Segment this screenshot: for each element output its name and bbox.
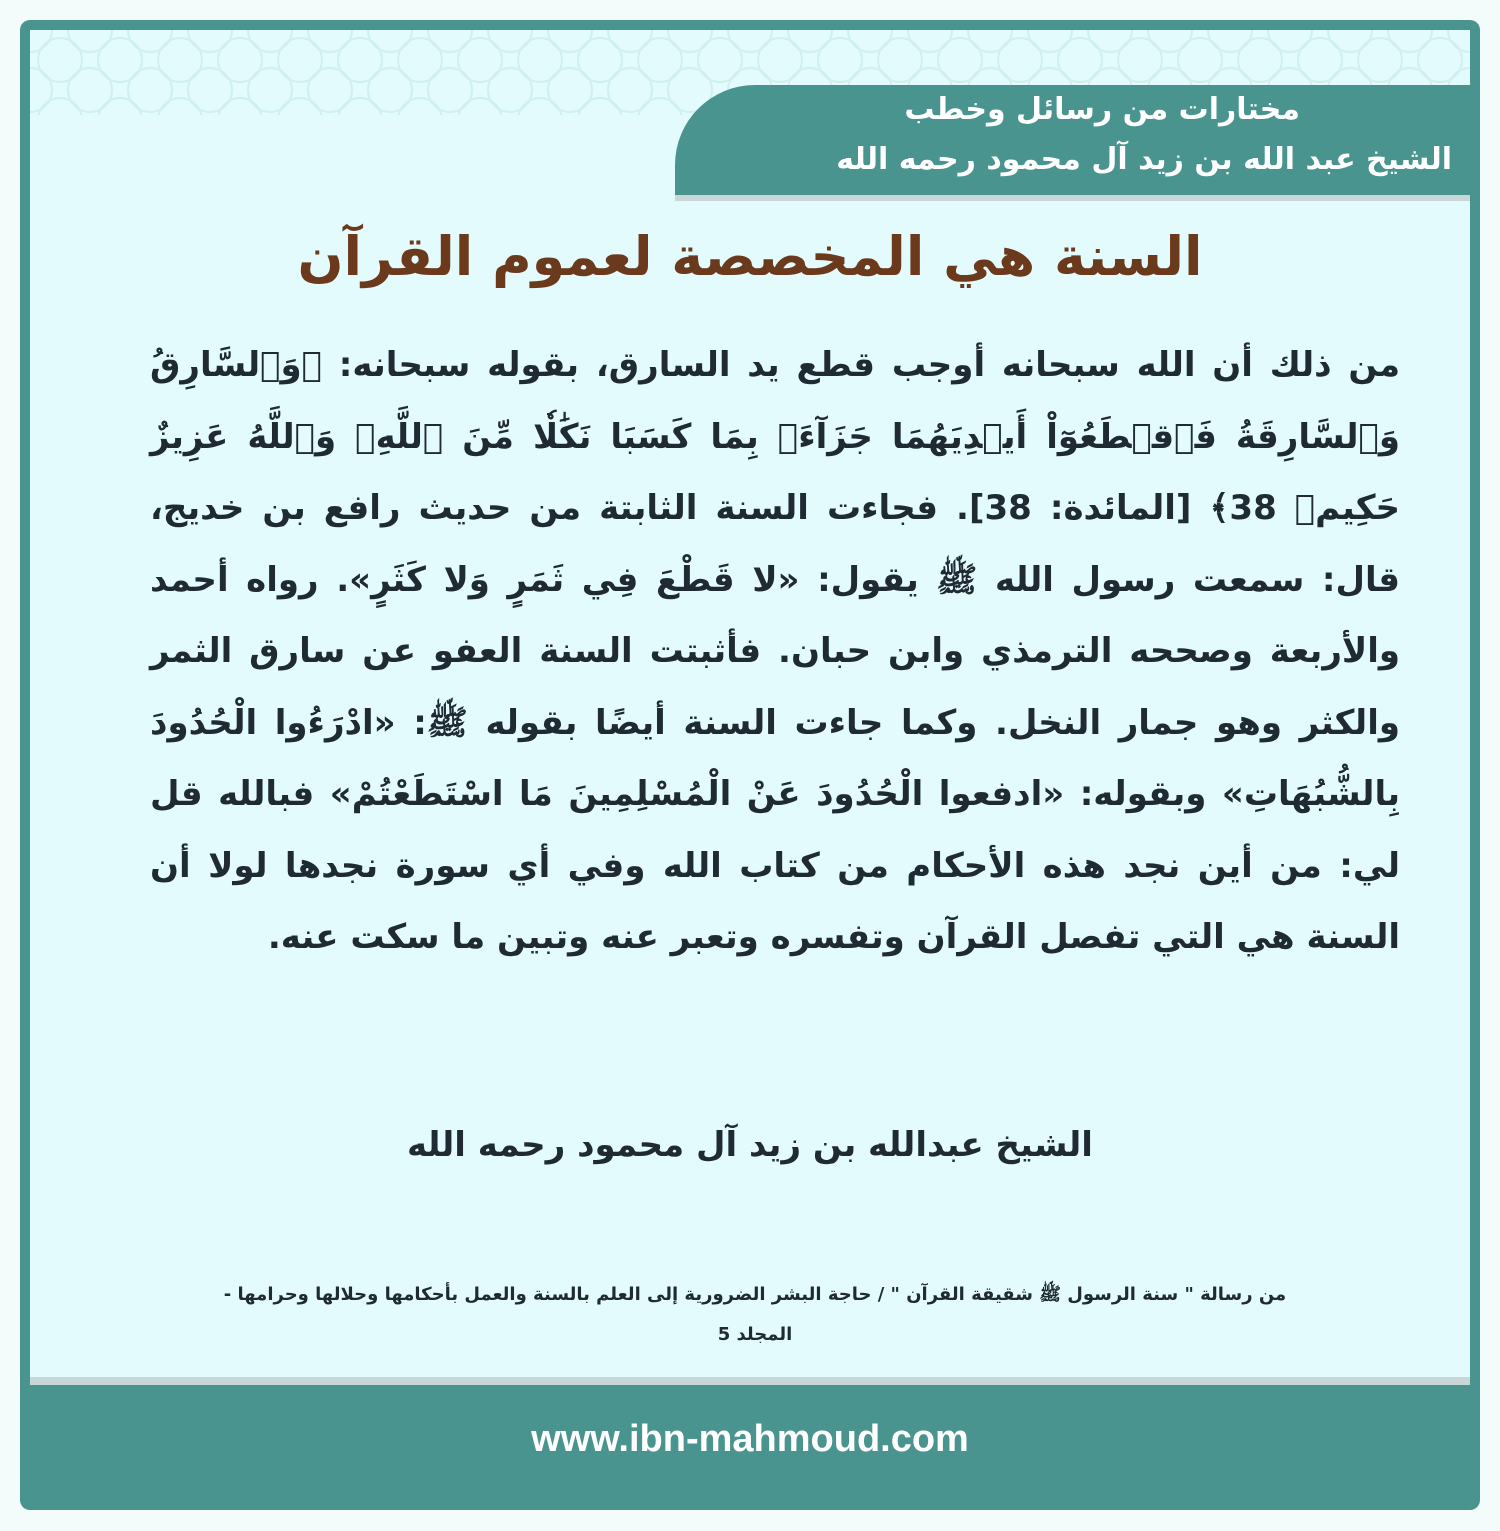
- source-line-1: من رسالة " سنة الرسول ﷺ شقيقة القرآن " / حاجة البشر الضرورية إلى العلم بالسنة والعمل بأحكامها وحلالها وحرامها -: [223, 1284, 1287, 1305]
- footer-divider: [30, 1377, 1470, 1385]
- page-title: السنة هي المخصصة لعموم القرآن: [297, 225, 1203, 288]
- source-citation: [120, 1275, 1390, 1355]
- website-link[interactable]: www.ibn-mahmoud.com: [531, 1418, 969, 1460]
- body-paragraph: من ذلك أن الله سبحانه أوجب قطع يد السارق، بقوله سبحانه: ﴿وَٱلسَّارِقُ وَٱلسَّارِقَةُ فَٱقۡطَعُوٓاْ أَيۡدِيَهُمَا جَزَآءَۢ بِمَا كَسَبَا نَكَٰلٗا مِّنَ ٱللَّهِۗ وَٱللَّهُ عَزِيزٌ حَكِيمٞ 38﴾ [المائدة: 38]. فجاءت السنة الثابتة من حديث رافع بن خديج، قال: سمعت رسول الله ﷺ يقول: «لا قَطْعَ فِي ثَمَرٍ وَلا كَثَرٍ». رواه أحمد والأربعة وصححه الترمذي وابن حبان. فأثبتت السنة العفو عن سارق الثمر والكثر وهو جمار النخل. وكما جاءت السنة أيضًا بقوله ﷺ: «ادْرَءُوا الْحُدُودَ بِالشُّبُهَاتِ» وبقوله: «ادفعوا الْحُدُودَ عَنْ الْمُسْلِمِينَ مَا اسْتَطَعْتُمْ» فبالله قل لي: من أين نجد هذه الأحكام من كتاب الله وفي أي سورة نجدها لولا أن السنة هي التي تفصل القرآن وتفسره وتعبر عنه وتبين ما سكت عنه.: [150, 345, 1400, 957]
- content-panel: [30, 30, 1470, 1380]
- source-line-2: المجلد 5: [717, 1324, 793, 1345]
- header-line-2: الشيخ عبد الله بن زيد آل محمود رحمه الله: [836, 142, 1452, 177]
- header-line-1: مختارات من رسائل وخطب: [904, 92, 1300, 127]
- author-signature: الشيخ عبدالله بن زيد آل محمود رحمه الله: [407, 1125, 1093, 1165]
